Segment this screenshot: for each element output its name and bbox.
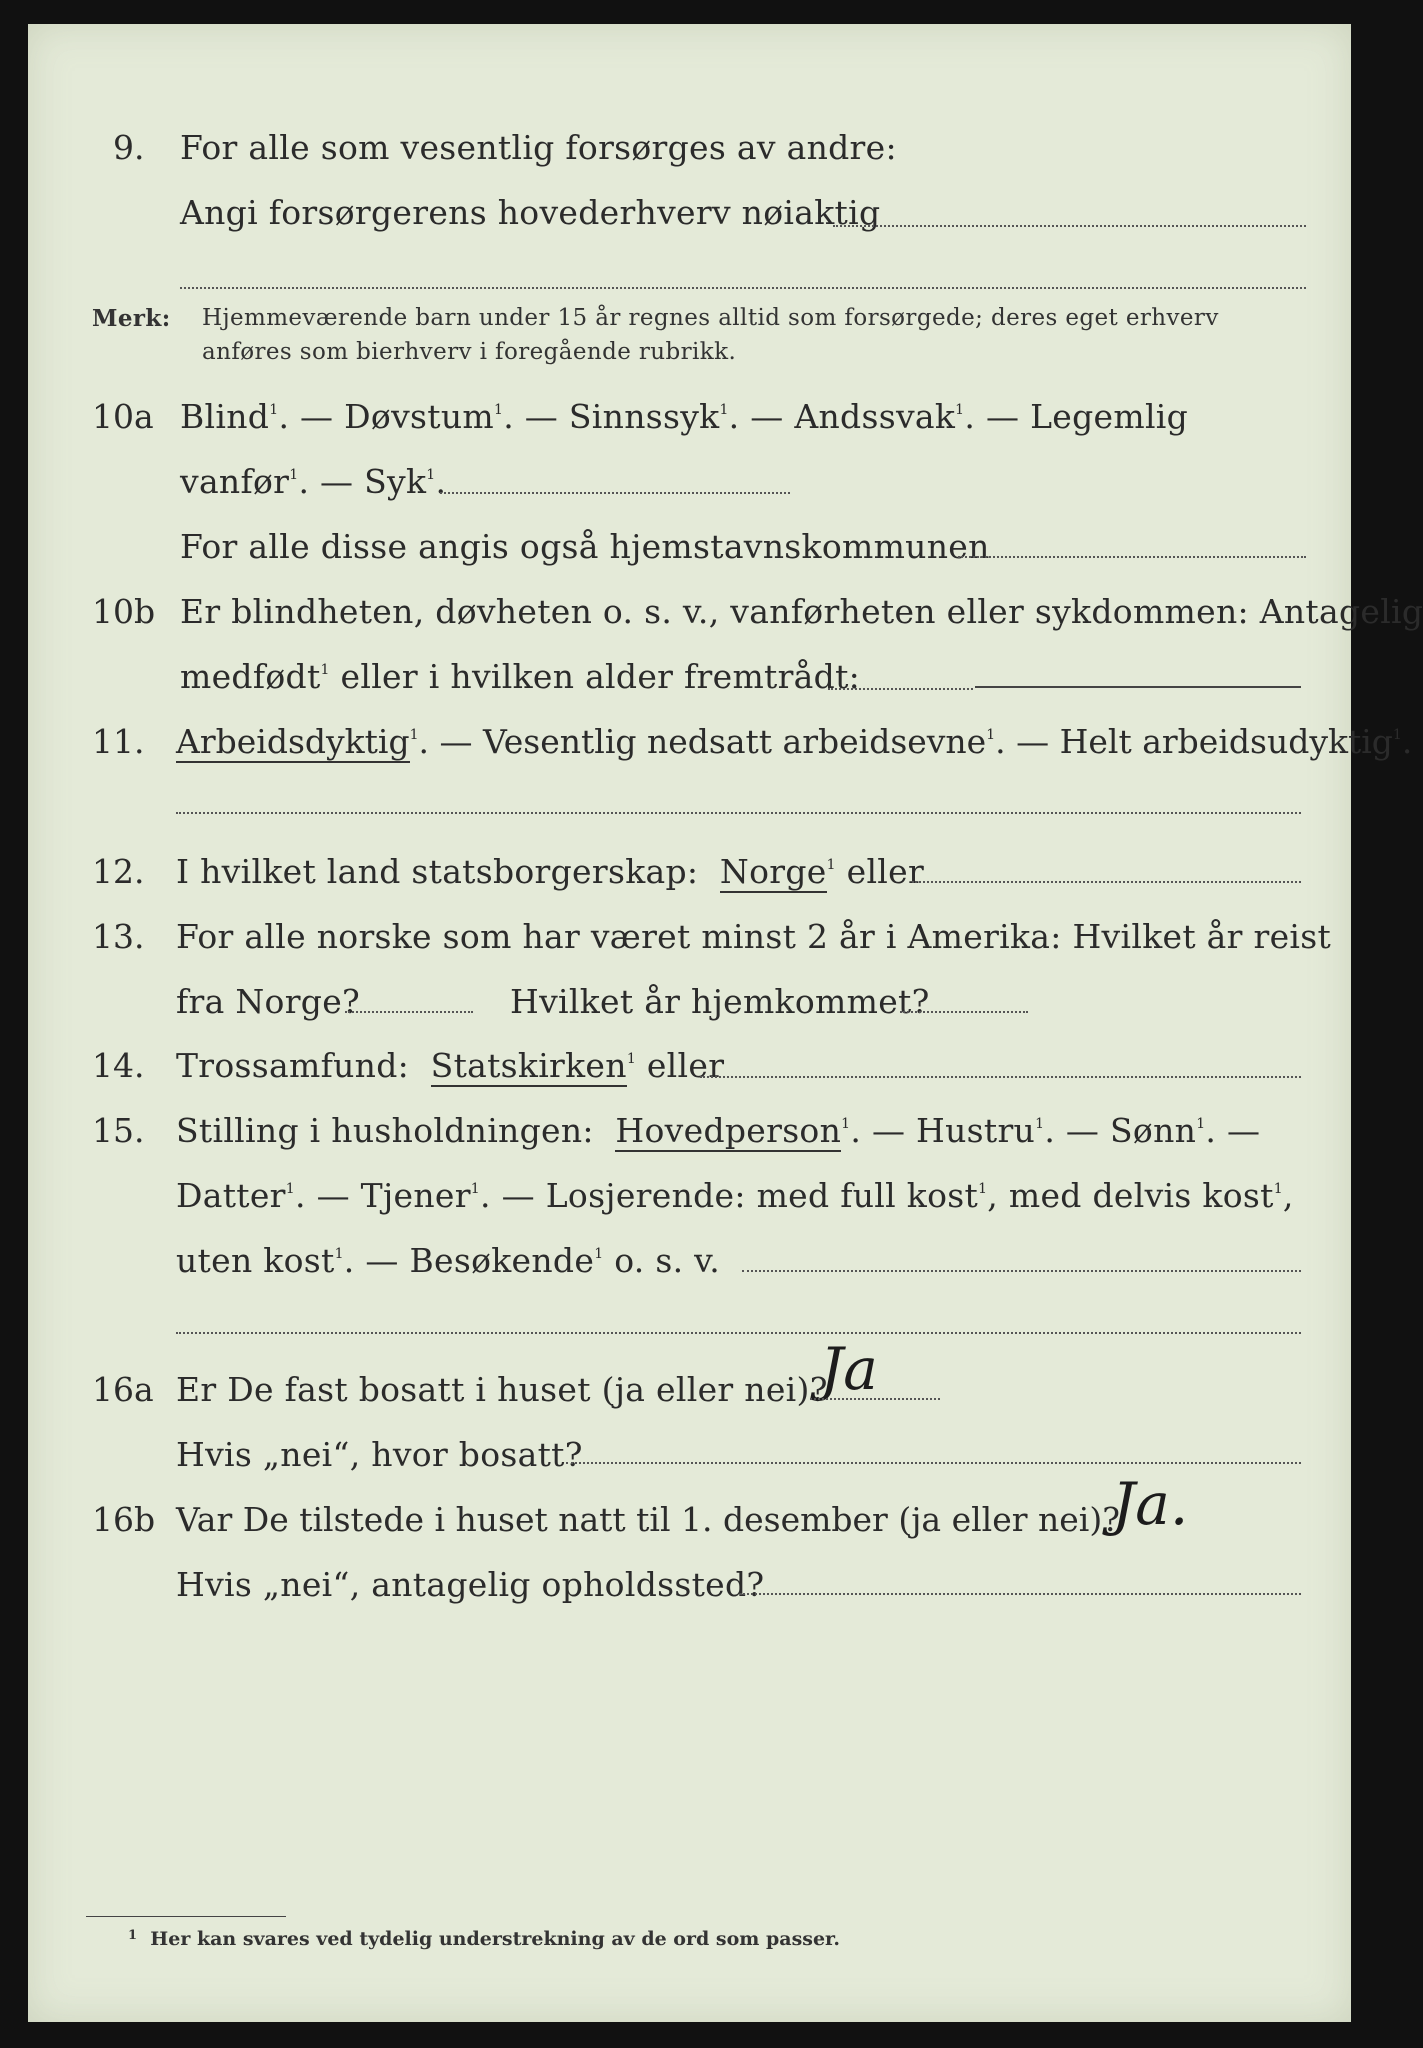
q16a-answer-line xyxy=(810,1398,940,1400)
q10b-line1: Er blindheten, døvheten o. s. v., vanførheten eller sykdommen: Antagelig xyxy=(180,592,1423,631)
q10b-line2: medfødt$^1$ eller i hvilken alder fremtrådt: xyxy=(180,657,861,696)
q12-answer-line xyxy=(912,881,1301,883)
q14-number: 14. xyxy=(92,1046,145,1085)
q14-answer-line xyxy=(700,1076,1301,1078)
q11-extra-line xyxy=(176,812,1301,814)
q9-extra-line xyxy=(180,287,1306,289)
q12-norge-underlined: Norge xyxy=(719,852,827,891)
q15-extra-line xyxy=(176,1332,1301,1334)
q15-answer-line xyxy=(742,1270,1301,1272)
q10a-line3: For alle disse angis også hjemstavnskommunen xyxy=(180,527,990,566)
q16b-line2: Hvis „nei“, antagelig opholdssted? xyxy=(176,1565,765,1604)
q9-line2: Angi forsørgerens hovederhverv nøiaktig xyxy=(180,193,881,232)
q10a-answer-line xyxy=(440,492,790,494)
q16a-bosatt-line xyxy=(566,1462,1301,1464)
q13-fra-norge: fra Norge? xyxy=(176,982,361,1021)
q14-line: Trossamfund: Statskirken$^1$ eller xyxy=(176,1046,725,1085)
q12-number: 12. xyxy=(92,852,145,891)
merk-line2: anføres som bierhverv i foregående rubrikk. xyxy=(202,339,737,365)
q16a-handwritten-answer: Ja xyxy=(820,1335,878,1403)
q11-number: 11. xyxy=(92,722,145,761)
q10b-age-line xyxy=(975,686,1301,688)
q14-statskirken-underlined: Statskirken xyxy=(430,1046,627,1085)
q16b-handwritten-answer: Ja. xyxy=(1112,1470,1189,1538)
q10b-number: 10b xyxy=(92,592,156,631)
q10a-kommune-line xyxy=(958,556,1306,558)
q15-line2: Datter$^1$. — Tjener$^1$. — Losjerende: med full kost$^1$, med delvis kost$^1$, xyxy=(176,1176,1294,1215)
footnote: $^1$ Her kan svares ved tydelig understrekning av de ord som passer. xyxy=(128,1928,840,1950)
q16b-number: 16b xyxy=(92,1500,156,1539)
q15-line1: Stilling i husholdningen: Hovedperson$^1$. — Hustru$^1$. — Sønn$^1$. — xyxy=(176,1111,1261,1150)
q13-hjemkommet-line xyxy=(900,1011,1028,1013)
q11-arbeidsdyktig-underlined: Arbeidsdyktig xyxy=(176,722,410,761)
merk-label: Merk: xyxy=(92,305,171,332)
q10a-line2: vanfør$^1$. — Syk$^1$. xyxy=(180,462,447,501)
q9-answer-line xyxy=(833,225,1306,227)
q16a-line2: Hvis „nei“, hvor bosatt? xyxy=(176,1435,583,1474)
q11-line: Arbeidsdyktig$^1$. — Vesentlig nedsatt arbeidsevne$^1$. — Helt arbeidsudyktig$^1$. xyxy=(176,722,1413,761)
q16a-line1: Er De fast bosatt i huset (ja eller nei)? xyxy=(176,1370,828,1409)
q13-number: 13. xyxy=(92,917,145,956)
q16b-line1: Var De tilstede i huset natt til 1. desember (ja eller nei)? xyxy=(176,1500,1120,1539)
q9-number: 9. xyxy=(113,128,145,167)
q16a-number: 16a xyxy=(92,1370,154,1409)
q15-number: 15. xyxy=(92,1111,145,1150)
q10b-answer-line xyxy=(828,688,973,690)
footnote-rule xyxy=(86,1916,286,1917)
merk-line1: Hjemmeværende barn under 15 år regnes alltid som forsørgede; deres eget erhverv xyxy=(202,305,1219,331)
q15-line3: uten kost$^1$. — Besøkende$^1$ o. s. v. xyxy=(176,1241,720,1280)
q13-line1: For alle norske som har været minst 2 år i Amerika: Hvilket år reist xyxy=(176,917,1332,956)
q13-hjemkommet: Hvilket år hjemkommet? xyxy=(510,982,930,1021)
q10a-number: 10a xyxy=(92,397,154,436)
q15-hovedperson-underlined: Hovedperson xyxy=(615,1111,842,1150)
q10a-line1: Blind$^1$. — Døvstum$^1$. — Sinnssyk$^1$. — Andssvak$^1$. — Legemlig xyxy=(180,397,1189,436)
q12-line: I hvilket land statsborgerskap: Norge$^1$ eller xyxy=(176,852,925,891)
q16b-opholdssted-line xyxy=(740,1593,1301,1595)
q9-line1: For alle som vesentlig forsørges av andre: xyxy=(180,128,897,167)
q13-reist-line xyxy=(345,1011,473,1013)
